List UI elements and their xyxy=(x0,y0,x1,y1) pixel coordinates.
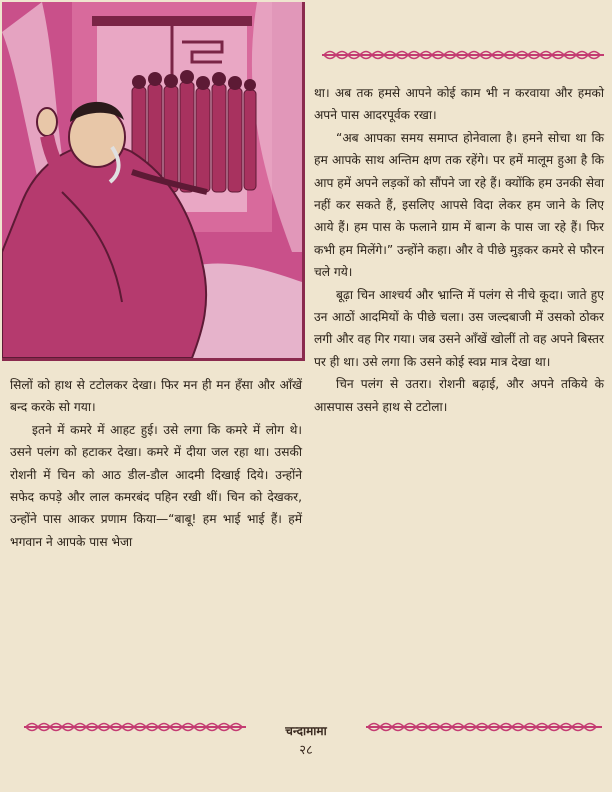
paragraph: था। अब तक हमसे आपने कोई काम भी न करवाया और हमको अपने पास आदरपूर्वक रखा। xyxy=(314,86,604,123)
paragraph: चिन पलंग से उतरा। रोशनी बढ़ाई, और अपने तकिये के आसपास उसने हाथ से टटोला। xyxy=(314,377,604,414)
paragraph: सिलों को हाथ से टटोलकर देखा। फिर मन ही मन हँसा और आँखें बन्द करके सो गया। xyxy=(10,378,302,415)
top-ornament-border xyxy=(322,48,604,62)
story-illustration xyxy=(2,2,305,361)
magazine-title: चन्दामामा xyxy=(285,724,327,738)
illustration-art xyxy=(2,2,302,358)
left-text-column xyxy=(10,374,302,553)
bottom-right-ornament-border xyxy=(366,720,602,734)
paragraph: बूढ़ा चिन आश्चर्य और भ्रान्ति में पलंग से नीचे कूदा। जाते हुए उन आठों आदमियों के पीछे चला। उस जल्दबाजी में उसको ठोकर लगी और वह गिर गया। जब उसने आँखें खोलीं तो वह अपने बिस्तर पर ही था। उसे लगा कि उसने कोई स्वप्न मात्र देखा था। xyxy=(314,287,604,369)
paragraph: “अब आपका समय समाप्त होनेवाला है। हमने सोचा था कि हम आपके साथ अन्तिम क्षण तक रहेंगे। पर हमें मालूम हुआ है कि आप हमें अपने लड़कों को सौंपने जा रहे हैं। क्योंकि हम उनकी सेवा नहीं कर सकते हैं, इसलिए आपसे विदा लेकर हम जाने के लिए आये हैं। हम पास के फलाने ग्राम में बान्ग के पास जा रहे हैं। फिर कभी हम मिलेंगे।” उन्होंने कहा। और वे पीछे मुड़कर कमरे से फौरन चले गये। xyxy=(314,130,604,280)
artist-signature xyxy=(248,340,305,361)
page-number: २८ xyxy=(299,743,313,758)
bottom-left-ornament-border xyxy=(24,720,246,734)
paragraph: इतने में कमरे में आहट हुई। उसे लगा कि कमरे में लोग थे। उसने पलंग को हटाकर देखा। कमरे में दीया जल रहा था। उसकी रोशनी में चिन को आठ डील-डौल आदमी दिखाई दिये। उन्होंने सफेद कपड़े और लाल कमरबंद पहिन रखी थीं। चिन को देखकर, उन्होंने पास आकर प्रणाम किया—“बाबू! हम भाई भाई हैं। हमें भगवान ने आपके पास भेजा xyxy=(10,422,302,549)
right-text-column xyxy=(314,82,604,418)
